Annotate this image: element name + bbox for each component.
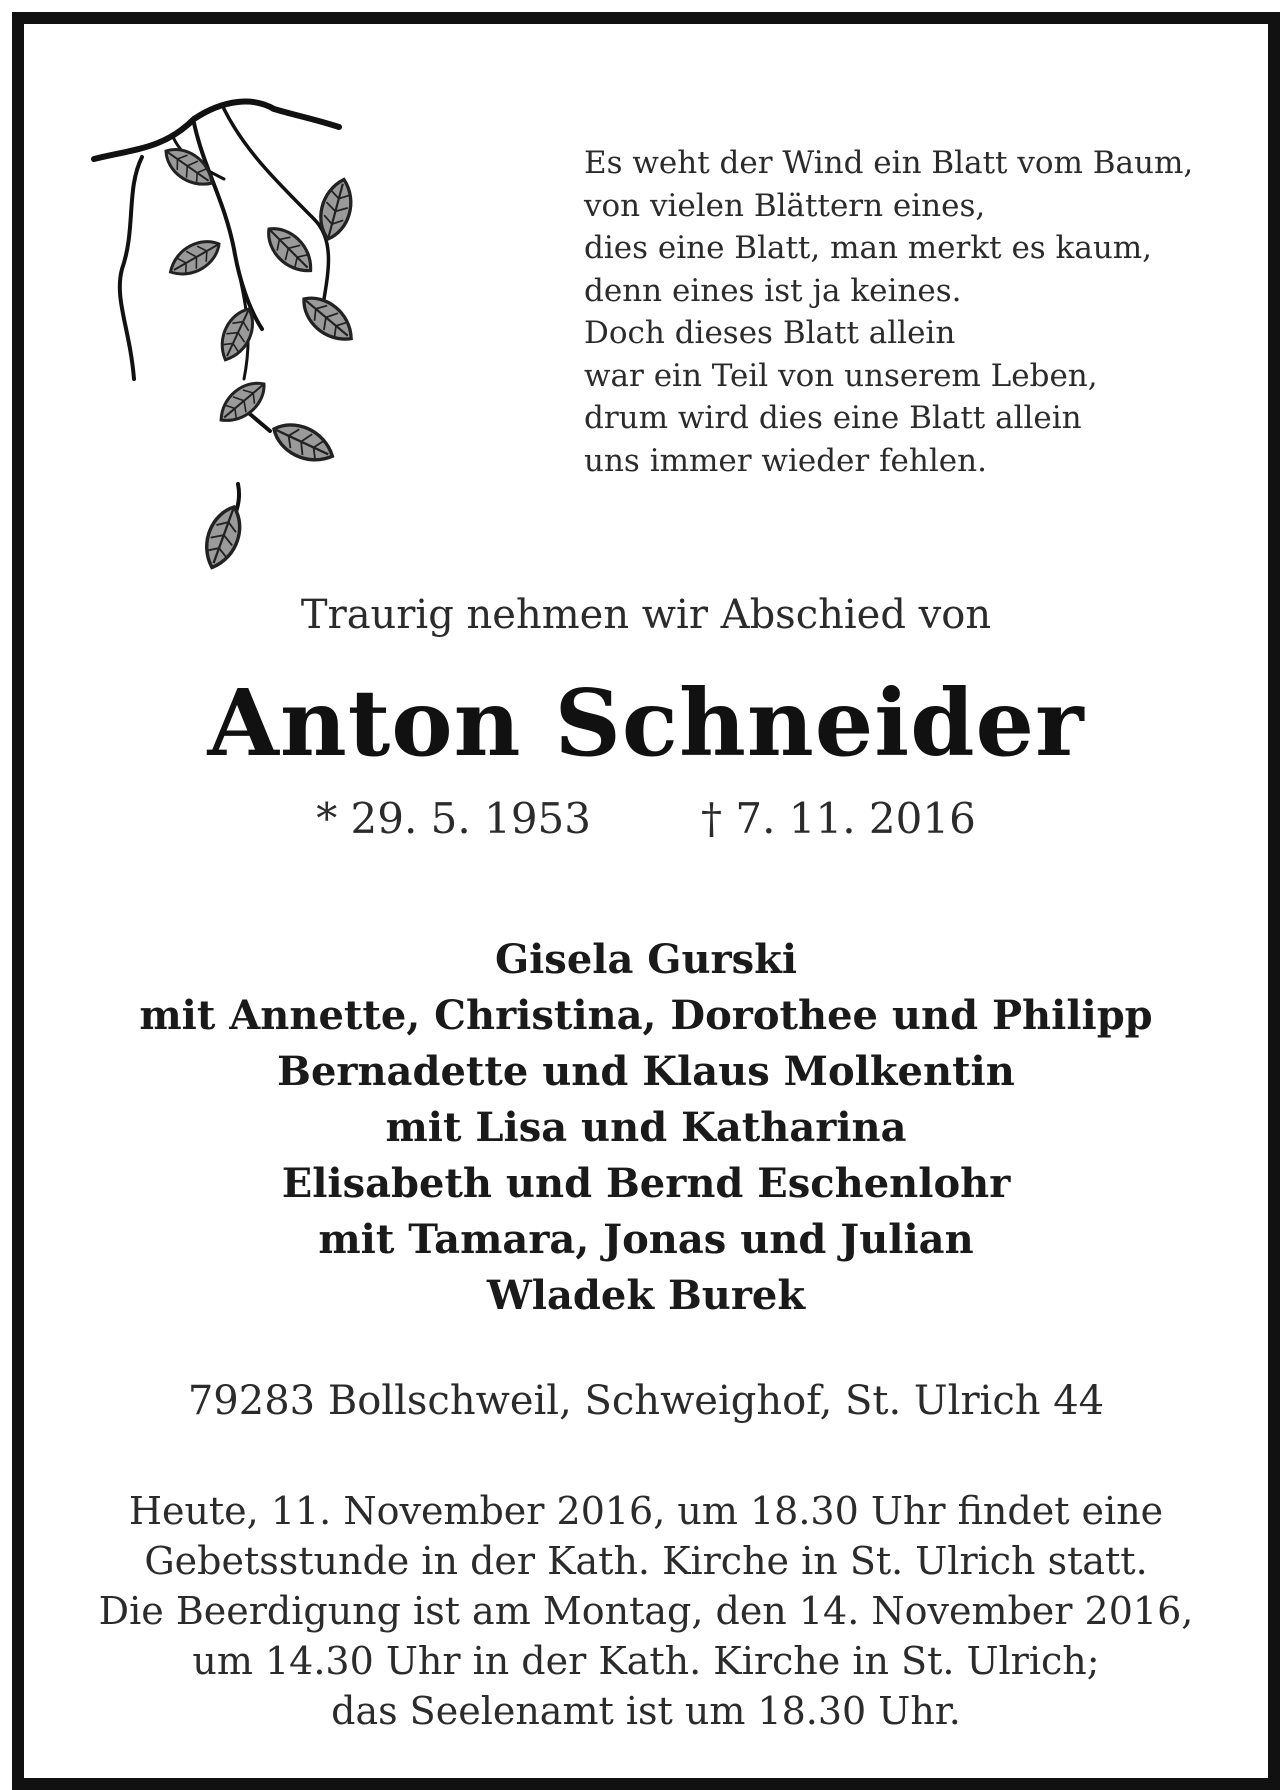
poem-line: von vielen Blättern eines, [584, 187, 986, 224]
address: 79283 Bollschweil, Schweighof, St. Ulrich 44 [187, 1378, 1105, 1424]
poem-line: uns immer wieder fehlen. [584, 442, 987, 479]
family-line: mit Lisa und Katharina [385, 1104, 907, 1151]
family-line: Gisela Gurski [494, 936, 798, 983]
family-line: mit Annette, Christina, Dorothee und Philipp [139, 992, 1153, 1039]
poem-line: dies eine Blatt, man merkt es kaum, [584, 230, 1153, 266]
notice-line: Heute, 11. November 2016, um 18.30 Uhr findet eine [128, 1489, 1164, 1533]
notice-line: Die Beerdigung ist am Montag, den 14. November 2016, [98, 1589, 1194, 1633]
obituary-card [12, 12, 1280, 1790]
family-line: Bernadette und Klaus Molkentin [277, 1048, 1015, 1095]
poem-line: Doch dieses Blatt allein [584, 315, 956, 351]
family-line: Elisabeth und Bernd Eschenlohr [281, 1160, 1011, 1207]
intro-text: Traurig nehmen wir Abschied von [300, 592, 992, 638]
funeral-notice [24, 1486, 1268, 1736]
poem-line: war ein Teil von unserem Leben, [584, 357, 1098, 394]
life-dates [24, 794, 1268, 843]
deceased-name: Anton Schneider [207, 669, 1085, 777]
poem-line: Es weht der Wind ein Blatt vom Baum, [584, 145, 1194, 181]
notice-line: Gebetsstunde in der Kath. Kirche in St. Ulrich statt. [144, 1539, 1148, 1583]
notice-line: um 14.30 Uhr in der Kath. Kirche in St. Ulrich; [192, 1639, 1100, 1683]
death-date: † 7. 11. 2016 [701, 794, 976, 843]
poem-line: denn eines ist ja keines. [584, 272, 962, 309]
poem [584, 142, 1224, 482]
family-line: Wladek Burek [486, 1272, 806, 1319]
poem-line: drum wird dies eine Blatt allein [584, 400, 1082, 436]
family-list [24, 932, 1268, 1324]
notice-line: das Seelenamt ist um 18.30 Uhr. [331, 1689, 961, 1733]
birth-date: * 29. 5. 1953 [316, 794, 591, 843]
branch-with-leaves-icon [74, 79, 374, 599]
family-line: mit Tamara, Jonas und Julian [318, 1216, 974, 1263]
